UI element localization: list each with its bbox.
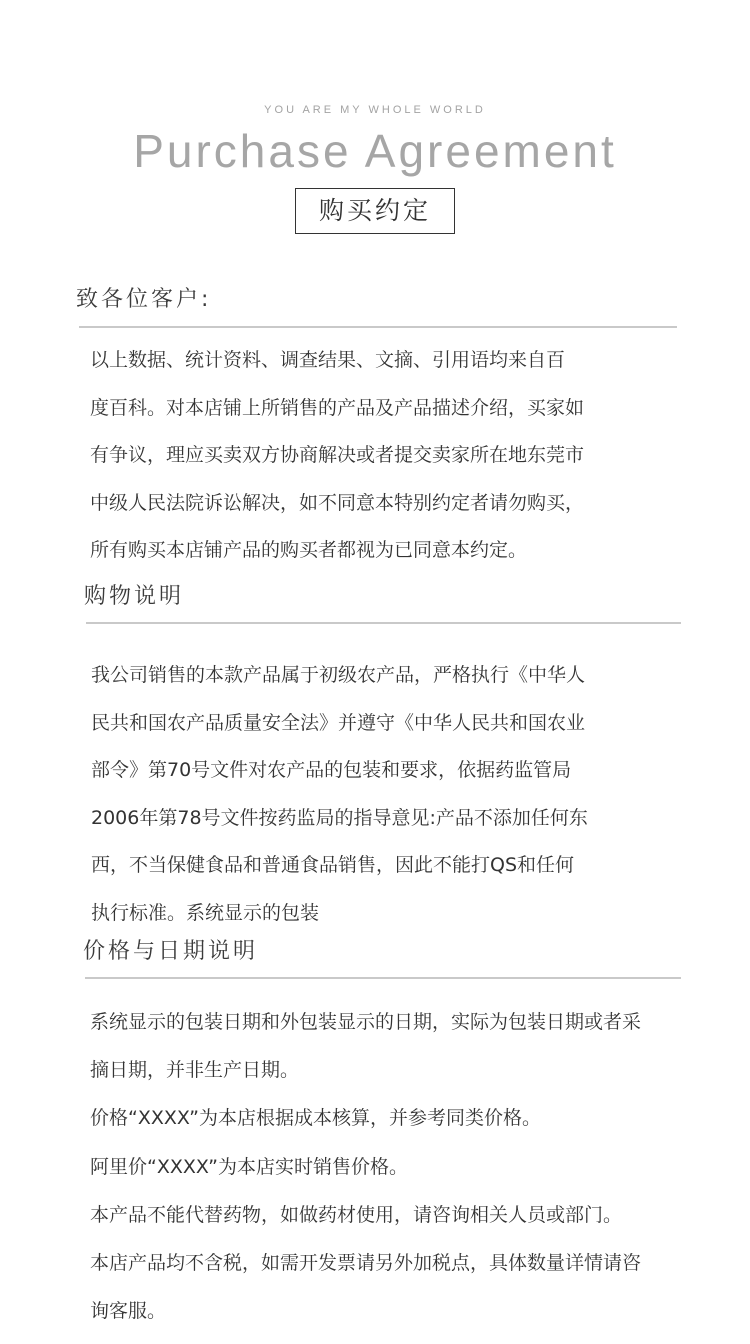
section-divider [79, 326, 677, 328]
subtitle-box: 购买约定 [295, 188, 455, 234]
section-body-shopping [91, 652, 588, 938]
paragraph-line: 本产品不能代替药物，如做药材使用，请咨询相关人员或部门。 [90, 1203, 623, 1226]
section-body-price-date [90, 998, 641, 1335]
section-heading-shopping: 购物说明 [84, 584, 185, 609]
paragraph-line: 询客服。 [90, 1300, 167, 1323]
paragraph-line: 有争议，理应买卖双方协商解决或者提交卖家所在地东莞市 [90, 444, 585, 466]
paragraph-line: 度百科。对本店铺上所销售的产品及产品描述介绍，买家如 [90, 396, 585, 419]
paragraph-line: 西，不当保健食品和普通食品销售，因此不能打QS和任何 [91, 854, 575, 877]
paragraph-line: 摘日期，并非生产日期。 [90, 1059, 300, 1082]
section-heading-customers: 致各位客户: [76, 287, 212, 312]
tagline: YOU ARE MY WHOLE WORLD [264, 104, 486, 116]
section-divider [86, 622, 681, 624]
paragraph-line: 系统显示的包装日期和外包装显示的日期，实际为包装日期或者采 [90, 1011, 642, 1033]
paragraph-line: 价格“XXXX”为本店根据成本核算，并参考同类价格。 [90, 1107, 541, 1130]
section-body-customers [90, 337, 584, 575]
page-title: Purchase Agreement [133, 125, 617, 177]
paragraph-line: 中级人民法院诉讼解决，如不同意本特别约定者请勿购买， [90, 491, 585, 514]
paragraph-line: 2006年第78号文件按药监局的指导意见:产品不添加任何东 [91, 806, 588, 829]
paragraph-line: 以上数据、统计资料、调查结果、文摘、引用语均来自百 [90, 349, 566, 371]
paragraph-line: 民共和国农产品质量安全法》并遵守《中华人民共和国农业 [91, 711, 586, 734]
paragraph-line: 所有购买本店铺产品的购买者都视为已同意本约定。 [90, 539, 528, 561]
paragraph-line: 部令》第70号文件对农产品的包装和要求，依据药监管局 [91, 759, 572, 782]
paragraph-line: 阿里价“XXXX”为本店实时销售价格。 [90, 1155, 408, 1178]
paragraph-line: 执行标准。系统显示的包装 [91, 901, 320, 924]
section-heading-price-date: 价格与日期说明 [83, 939, 259, 964]
paragraph-line: 我公司销售的本款产品属于初级农产品，严格执行《中华人 [91, 664, 586, 686]
section-divider [85, 977, 681, 979]
paragraph-line: 本店产品均不含税，如需开发票请另外加税点，具体数量详情请咨 [90, 1252, 642, 1275]
